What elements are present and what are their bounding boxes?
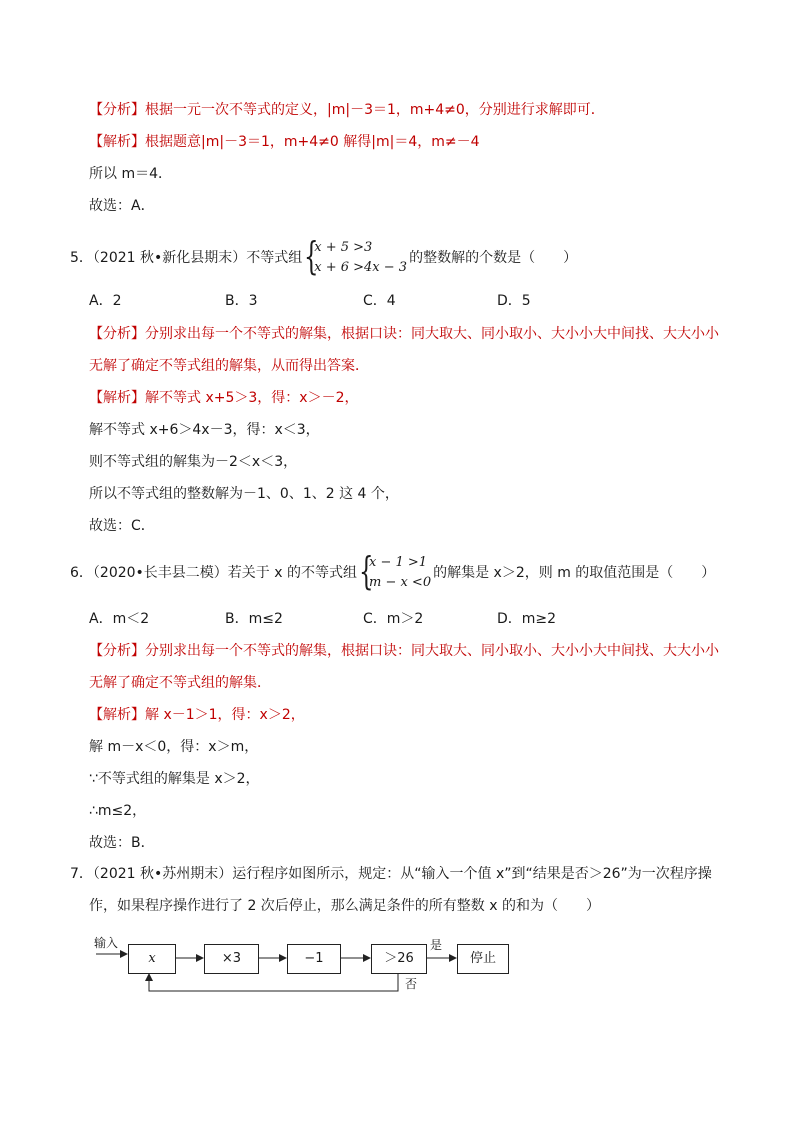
loop-back-arrow [149,973,398,991]
q5-stem-b: 的整数解的个数是（ ） [409,250,578,266]
box-x-text: x [148,951,156,966]
prev-solution-line [89,130,480,154]
prev-solution-text: 根据题意|m|－3＝1，m+4≠0 解得|m|＝4，m≠－4 [145,134,480,150]
q6-option-a: A．m＜2 [89,611,150,627]
q6-solution-line-4: ∴m≤2， [89,803,147,819]
box-input-x [128,944,176,974]
q6-solution-line-3: ∵不等式组的解集是 x＞2， [89,771,260,787]
q5-inequality-2: x + 6 >4x − 3 [314,260,408,275]
box-stop: 停止 [457,944,509,974]
q6-inequality-1: x − 1 >1 [368,555,428,570]
q6-solution-line-2: 解 m－x＜0，得：x＞m， [89,739,259,755]
q5-option-b: B．3 [225,293,258,309]
input-label: 输入 [94,936,119,950]
q5-solution-line-1 [89,386,358,410]
q5-option-d: D．5 [497,293,531,309]
q6-solution-text-1: 解 x－1＞1，得：x＞2， [145,707,305,723]
q6-option-d: D．m≥2 [497,611,557,627]
prev-solution-line-3: 所以 m＝4． [89,166,172,182]
solution-tag: 【解析】 [89,134,145,150]
yes-label: 是 [430,938,443,952]
q5-analysis-line-1 [89,322,719,346]
q5-option-c: C．4 [363,293,396,309]
q6-analysis-text-1: 分别求出每一个不等式的解集，根据口诀：同大取大、同小取小、大小小大中间找、大大小小 [145,643,719,659]
q6-solution-line-1 [89,703,305,727]
q5-analysis-text-1: 分别求出每一个不等式的解集，根据口诀：同大取大、同小取小、大小小大中间找、大大小小 [145,326,719,342]
q5-stem-a: 5．（2021 秋•新化县期末）不等式组 [70,250,303,266]
question-7-stem-line-1: 7．（2021 秋•苏州期末）运行程序如图所示，规定：从“输入一个值 x”到“结果是否＞26”为一次程序操 [70,866,712,882]
q5-solution-line-3: 则不等式组的解集为－2＜x＜3， [89,454,298,470]
q5-analysis-line-2: 无解了确定不等式组的解集，从而得出答案． [89,358,369,374]
solution-tag: 【解析】 [89,707,145,723]
box-minus-1: −1 [287,944,341,974]
analysis-tag: 【分析】 [89,102,145,118]
q6-answer-choice: 故选：B． [89,835,155,851]
q6-option-b: B．m≤2 [225,611,283,627]
q6-analysis-line-1 [89,639,719,663]
q5-inequality-1: x + 5 >3 [314,240,373,255]
prev-analysis-text: 根据一元一次不等式的定义，|m|－3＝1，m+4≠0，分别进行求解即可． [145,102,605,118]
question-5-stem [70,234,578,278]
analysis-tag: 【分析】 [89,643,145,659]
q6-stem-a: 6．（2020•长丰县二模）若关于 x 的不等式组 [70,565,357,581]
q5-option-a: A．2 [89,293,122,309]
question-7-stem-line-2: 作，如果程序操作进行了 2 次后停止，那么满足条件的所有整数 x 的和为（ ） [89,898,600,914]
solution-tag: 【解析】 [89,390,145,406]
q6-stem-b: 的解集是 x＞2，则 m 的取值范围是（ ） [433,565,716,581]
question-6-stem [70,549,716,593]
no-label: 否 [405,977,418,991]
q6-analysis-line-2: 无解了确定不等式组的解集． [89,675,271,691]
q5-solution-line-2: 解不等式 x+6＞4x－3，得：x＜3， [89,422,320,438]
prev-analysis-line [89,98,605,122]
box-times-3: ×3 [204,944,259,974]
q6-inequality-system: { x − 1 >1 m − x <0 [358,549,432,593]
box-compare-26: ＞26 [371,944,427,974]
q5-solution-line-4: 所以不等式组的整数解为－1、0、1、2 这 4 个， [89,486,399,502]
analysis-tag: 【分析】 [89,326,145,342]
q5-solution-text-1: 解不等式 x+5＞3，得：x＞－2， [145,390,359,406]
q5-answer-choice: 故选：C． [89,518,155,534]
q6-inequality-2: m − x <0 [368,575,432,590]
prev-answer-choice: 故选：A． [89,198,155,214]
q6-option-c: C．m＞2 [363,611,424,627]
q5-inequality-system: { x + 5 >3 x + 6 >4x − 3 [304,234,408,278]
